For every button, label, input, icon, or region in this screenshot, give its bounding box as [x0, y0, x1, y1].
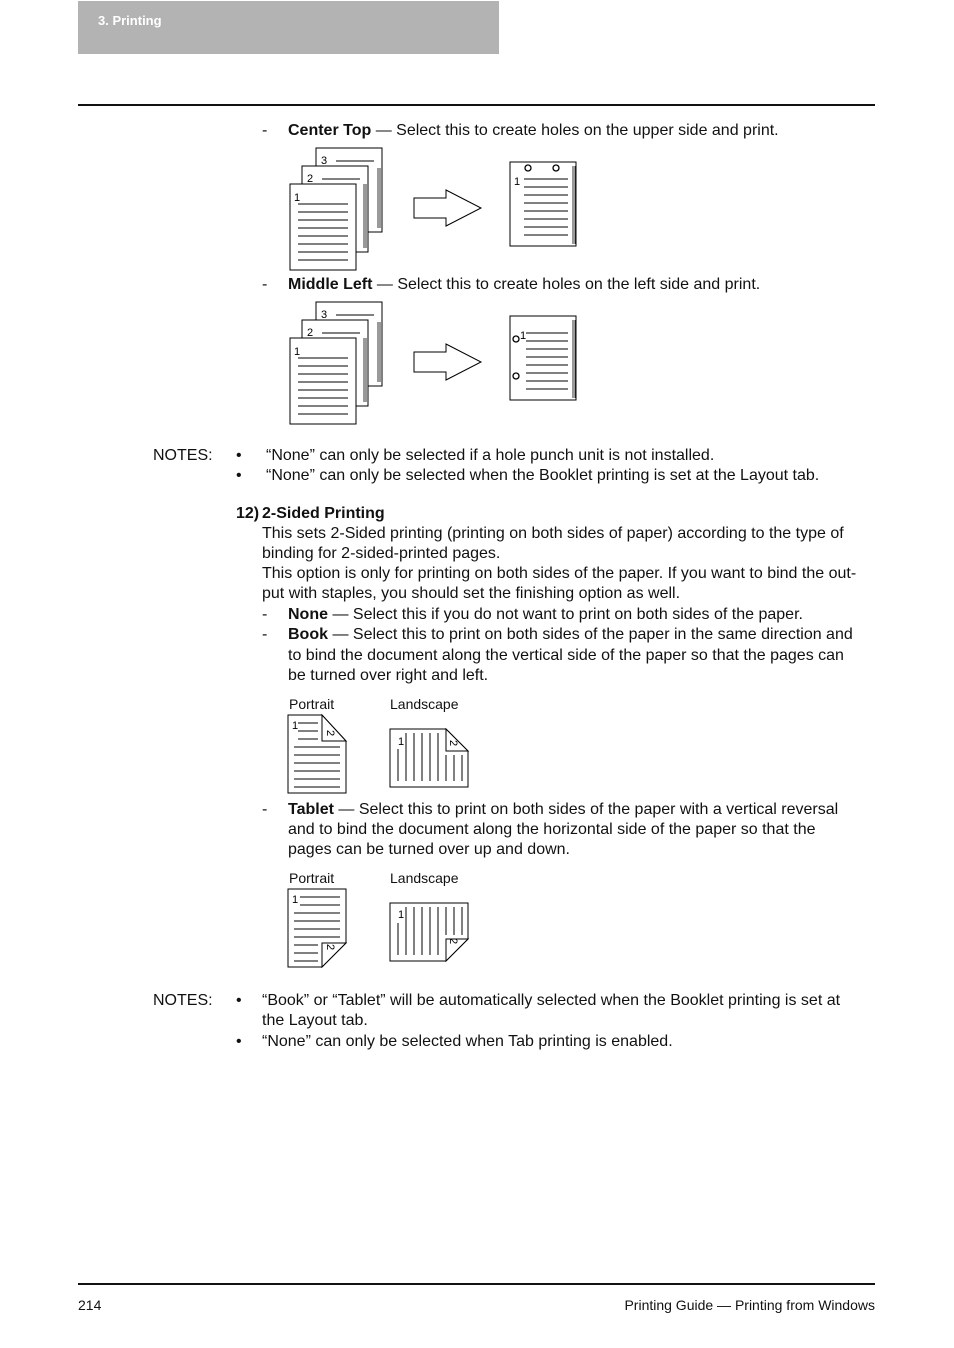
- section-header-tab: [78, 1, 499, 54]
- landscape-label: Landscape: [390, 870, 459, 886]
- tablet-desc: — Select this to print on both sides of the paper with a vertical reversal: [333, 801, 839, 818]
- middle-left-item: [288, 275, 760, 295]
- stack-number-3: 3: [321, 309, 328, 321]
- punched-page-number: 1: [520, 330, 527, 342]
- top-rule: [78, 104, 875, 106]
- page-back-number: 2: [447, 740, 459, 747]
- tablet-item: [288, 800, 838, 820]
- punched-page-number: 1: [514, 176, 521, 188]
- body-line: This option is only for printing on both sides of the paper. If you want to bind the out-: [262, 565, 857, 582]
- none-desc: — Select this if you do not want to print on both sides of the paper.: [328, 606, 803, 623]
- center-top-label: Center Top: [288, 122, 372, 139]
- middle-left-illustration: [286, 300, 586, 428]
- body-line: to bind the document along the vertical side of the paper so that the pages can: [288, 647, 844, 664]
- tablet-dash: -: [262, 801, 268, 818]
- book-item: [288, 625, 853, 645]
- stack-number-1: 1: [294, 346, 301, 358]
- section-number: 12): [236, 505, 260, 522]
- book-portrait-page-icon: [288, 715, 346, 793]
- arrow-right-icon: [414, 190, 481, 226]
- tablet-portrait-page-icon: [288, 889, 346, 967]
- page-back-number: 2: [447, 938, 459, 945]
- stack-number-2: 2: [307, 327, 314, 339]
- footer-rule: [78, 1283, 875, 1285]
- note-item: “None” can only be selected when the Booklet printing is set at the Layout tab.: [266, 467, 820, 484]
- punched-page-left-icon: [510, 316, 576, 400]
- note-item: “None” can only be selected when Tab printing is enabled.: [262, 1033, 673, 1050]
- body-line: pages can be turned over up and down.: [288, 841, 570, 858]
- book-dash: -: [262, 626, 268, 643]
- section-title: 2-Sided Printing: [262, 505, 385, 522]
- arrow-right-icon: [414, 344, 481, 380]
- book-label: Book: [288, 626, 328, 643]
- portrait-label: Portrait: [289, 870, 335, 886]
- portrait-label: Portrait: [289, 696, 335, 712]
- page-back-number: 2: [324, 944, 336, 951]
- body-line: and to bind the document along the horizontal side of the paper so that the: [288, 821, 816, 838]
- book-binding-illustration: [286, 713, 476, 797]
- note-item: the Layout tab.: [262, 1012, 368, 1029]
- book-landscape-page-icon: [390, 729, 468, 787]
- tablet-label: Tablet: [288, 801, 334, 818]
- notes-label: NOTES:: [153, 992, 213, 1009]
- none-dash: -: [262, 606, 268, 623]
- tablet-binding-illustration: [286, 887, 476, 971]
- none-item: [288, 605, 803, 625]
- middle-left-dash: -: [262, 276, 268, 293]
- stack-number-1: 1: [294, 192, 301, 204]
- middle-left-desc: — Select this to create holes on the left side and print.: [372, 276, 761, 293]
- landscape-label: Landscape: [390, 696, 459, 712]
- body-line: This sets 2-Sided printing (printing on both sides of paper) according to the type of: [262, 525, 844, 542]
- page-number: 214: [78, 1297, 102, 1313]
- bullet: •: [236, 467, 242, 484]
- note-item: “Book” or “Tablet” will be automatically selected when the Booklet printing is set at: [262, 992, 841, 1009]
- stack-number-3: 3: [321, 155, 328, 167]
- page-back-number: 2: [324, 730, 336, 737]
- body-line: be turned over right and left.: [288, 667, 489, 684]
- body-line: put with staples, you should set the finishing option as well.: [262, 585, 681, 602]
- none-label: None: [288, 606, 328, 623]
- notes-label: NOTES:: [153, 447, 213, 464]
- note-item: “None” can only be selected if a hole punch unit is not installed.: [266, 447, 715, 464]
- center-top-illustration: [286, 146, 586, 274]
- guide-title: Printing Guide — Printing from Windows: [624, 1297, 875, 1313]
- book-desc: — Select this to print on both sides of the paper in the same direction and: [328, 626, 853, 643]
- page-front-number: 1: [398, 909, 405, 921]
- section-title: 3. Printing: [98, 13, 162, 28]
- center-top-item: [288, 121, 779, 141]
- page-front-number: 1: [292, 894, 299, 906]
- bullet: •: [236, 1033, 242, 1050]
- center-top-dash: -: [262, 122, 268, 139]
- punched-page-top-icon: [510, 162, 576, 246]
- stack-number-2: 2: [307, 173, 314, 185]
- page-front-number: 1: [292, 720, 299, 732]
- bullet: •: [236, 992, 242, 1009]
- page-front-number: 1: [398, 736, 405, 748]
- tablet-landscape-page-icon: [390, 903, 468, 961]
- middle-left-label: Middle Left: [288, 276, 373, 293]
- body-line: binding for 2-sided-printed pages.: [262, 545, 501, 562]
- bullet: •: [236, 447, 242, 464]
- center-top-desc: — Select this to create holes on the upper side and print.: [371, 122, 779, 139]
